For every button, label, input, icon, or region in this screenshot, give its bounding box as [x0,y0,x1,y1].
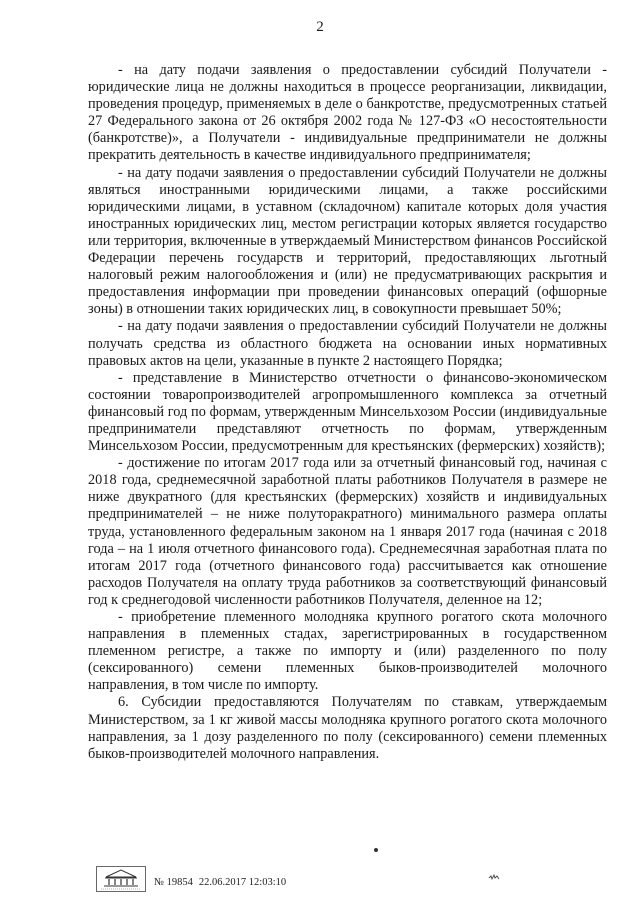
paragraph-salary-condition: - достижение по итогам 2017 года или за отчетный финансовый год, начиная с 2018 года, среднемесячной заработной платы работников Получателя в размере не ниже двукратного (для крестьянских (фермерских) хозяйств и индивидуальных предпринимателей – не ниже полуторакратного) минимального размера оплаты труда, установленного федеральным законом на 1 января 2017 года (начиная с 2018 года – на 1 июля отчетного финансового года). Среднемесячная заработная плата по итогам 2017 года (отчетного финансового года) рассчитывается как отношение расходов Получателя на оплату труда работников за соответствующий финансовый год к среднегодовой численности работников Получателя, деленное на 12; [88,455,607,608]
ink-dot [374,848,378,852]
paragraph-livestock-condition: - приобретение племенного молодняка крупного рогатого скота молочного направления в племенных стадах, зарегистрированных в государственном племенном регистре, а также по импорту и (или) разделенного по полу (сексированного) семени племенных быков-производителей молочного направления, в том числе по импорту. [88,609,607,694]
paragraph-reporting-condition: - представление в Министерство отчетности о финансово-экономическом состоянии товаропроизводителей агропромышленного комплекса за отчетный финансовый год по формам, утвержденным Минсельхозом России (индивидуальные предприниматели представляют отчетность по формам, утвержденным Минсельхозом России, предусмотренным для крестьянских (фермерских) хозяйств); [88,369,607,455]
registry-building-logo-icon [96,866,146,892]
ink-scribble [488,873,500,881]
document-footer [96,866,286,892]
document-number: № 19854 [154,876,193,888]
paragraph-regional-budget-condition: - на дату подачи заявления о предоставлении субсидий Получатели не должны получать средства из областного бюджета на основании иных нормативных правовых актов на цели, указанные в пункте 2 настоящего Порядка; [88,318,607,369]
paragraph-bankruptcy-condition: - на дату подачи заявления о предоставлении субсидий Получатели - юридические лица не должны находиться в процессе реорганизации, ликвидации, проведения процедур, применяемых в деле о банкротстве, предусмотренных статьей 27 Федерального закона от 26 октября 2002 года № 127-ФЗ «О несостоятельности (банкротстве)», а Получатели - индивидуальные предприниматели не должны прекратить деятельность в качестве индивидуального предпринимателя; [88,62,607,164]
document-body [88,62,607,763]
paragraph-subsidy-rates: 6. Субсидии предоставляются Получателям по ставкам, утверждаемым Министерством, за 1 кг живой массы молодняка крупного рогатого скота молочного направления, за 1 дозу разделенного по полу (сексированного) семени племенных быков-производителей молочного направления. [88,694,607,762]
paragraph-foreign-entity-condition: - на дату подачи заявления о предоставлении субсидий Получатели не должны являться иностранными юридическими лицами, а также российскими юридическими лицами, в уставном (складочном) капитале которых доля участия иностранных юридических лиц, местом регистрации которых является государство или территория, включенные в утверждаемый Министерством финансов Российской Федерации перечень государств и территорий, предоставляющих льготный налоговый режим налогообложения и (или) не предусматривающих раскрытия и предоставления информации при проведении финансовых операций (офшорные зоны) в отношении таких юридических лиц, в совокупности превышает 50%; [88,164,607,318]
page-number: 2 [316,19,324,35]
document-timestamp: 22.06.2017 12:03:10 [198,876,287,888]
